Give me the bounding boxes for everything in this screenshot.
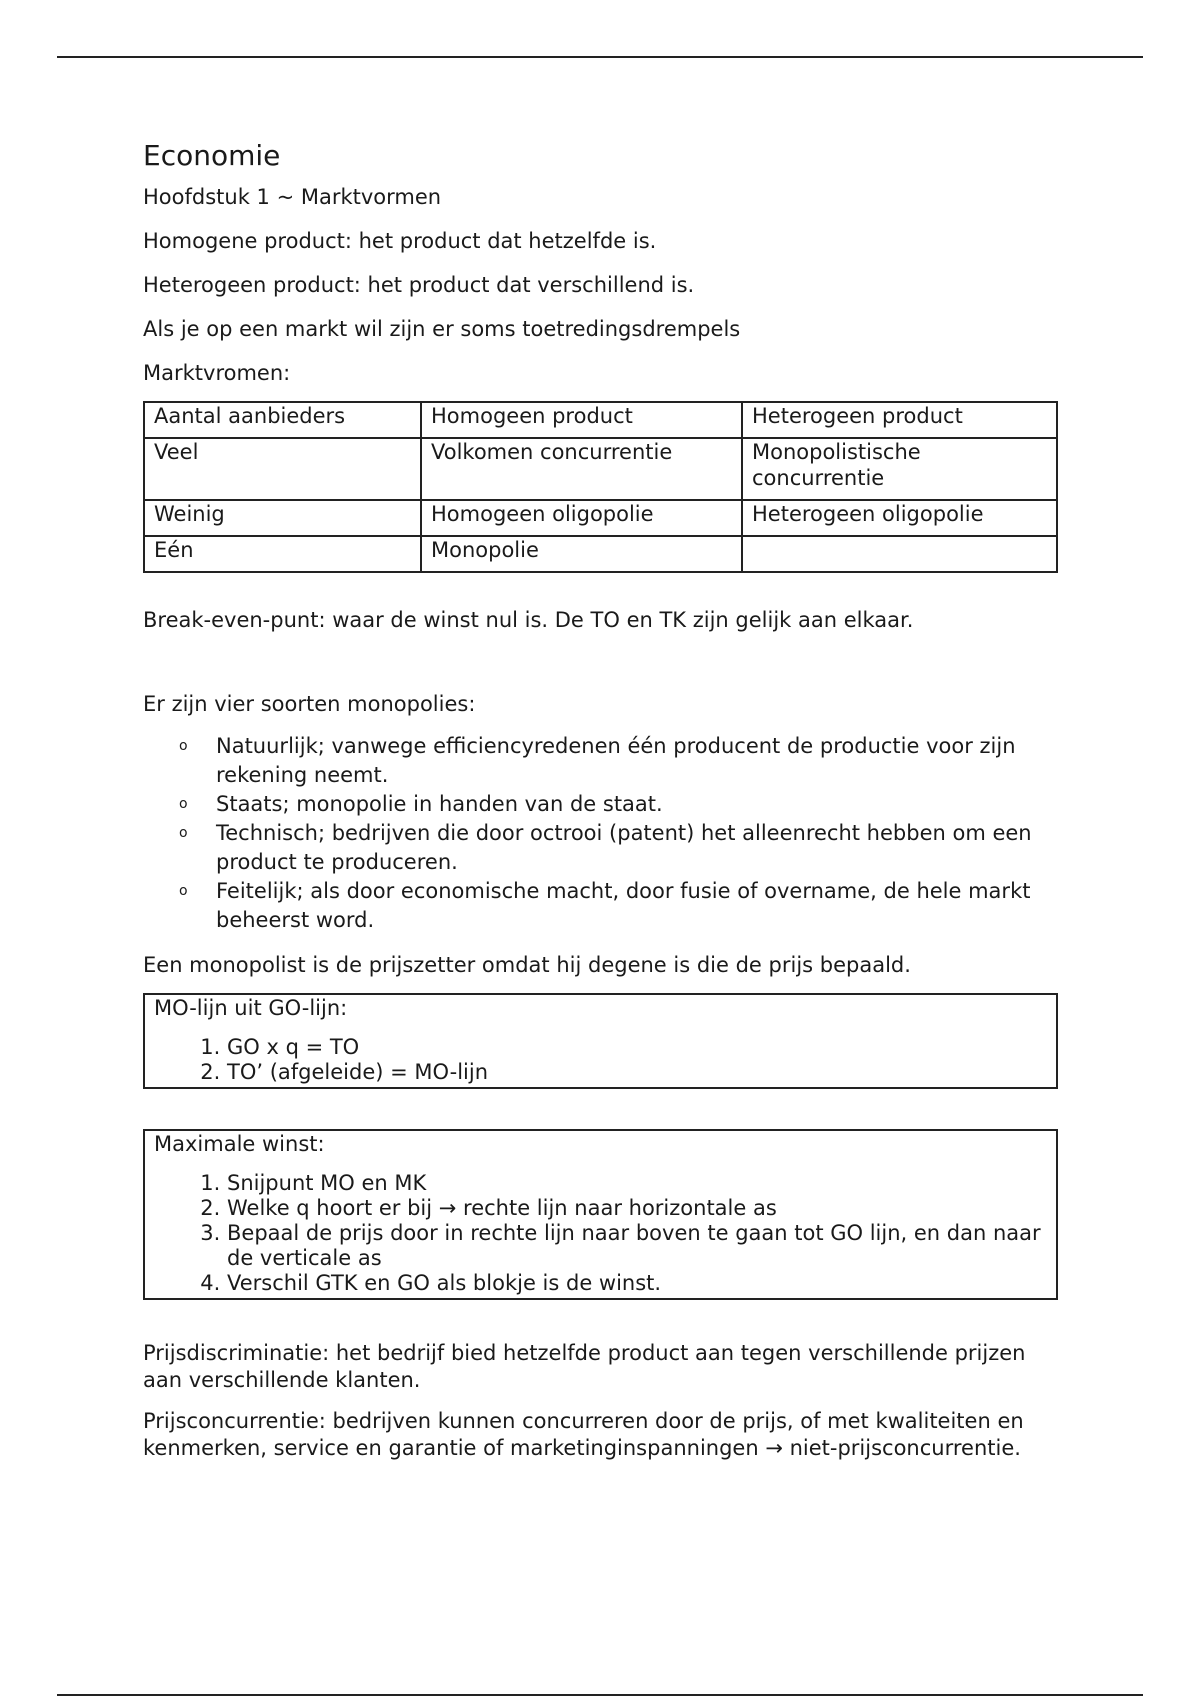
footer-rule <box>57 1694 1143 1696</box>
mo-line-steps <box>154 1035 1047 1085</box>
bullet-circle-icon: o <box>179 738 188 754</box>
table-cell: Weinig <box>144 500 421 536</box>
table-cell: Heterogeen oligopolie <box>742 500 1057 536</box>
table-header-cell: Aantal aanbieders <box>144 402 421 438</box>
list-item: o Staats; monopolie in handen van de staat. <box>216 790 1058 819</box>
table-cell: Monopolie <box>421 536 742 572</box>
header-rule <box>57 56 1143 58</box>
bullet-circle-icon: o <box>179 796 188 812</box>
list-item: o Feitelijk; als door economische macht, door fusie of overname, de hele markt beheerst word. <box>179 879 1031 932</box>
list-item: 2. Welke q hoort er bij → rechte lijn naar horizontale as <box>227 1196 1047 1221</box>
table-row <box>144 536 1057 572</box>
definition-heterogeneous: Heterogeen product: het product dat verschillend is. <box>143 273 695 297</box>
list-item: 4. Verschil GTK en GO als blokje is de winst. <box>227 1271 1047 1296</box>
chapter-heading: Hoofdstuk 1 ~ Marktvormen <box>143 185 442 209</box>
list-item: o Natuurlijk; vanwege efficiencyredenen één producent de productie voor zijn rekening neemt. <box>179 734 1016 787</box>
monopolist-statement: Een monopolist is de prijszetter omdat hij degene is die de prijs bepaald. <box>143 953 911 977</box>
list-item: 2. TO’ (afgeleide) = MO-lijn <box>227 1060 1047 1085</box>
table-header-row <box>144 402 1057 438</box>
table-cell: Veel <box>144 438 421 500</box>
table-row <box>144 438 1057 500</box>
monopoly-intro: Er zijn vier soorten monopolies: <box>143 692 476 716</box>
entry-barriers-note: Als je op een markt wil zijn er soms toetredingsdrempels <box>143 317 741 341</box>
table-header-cell: Heterogeen product <box>742 402 1057 438</box>
table-header-cell: Homogeen product <box>421 402 742 438</box>
market-forms-label: Marktvromen: <box>143 361 291 385</box>
mo-line-box <box>143 993 1058 1089</box>
monopoly-types-list <box>143 732 1058 935</box>
list-item: 1. GO x q = TO <box>227 1035 1047 1060</box>
price-competition-definition: Prijsconcurrentie: bedrijven kunnen concurreren door de prijs, of met kwaliteiten en kenmerken, service en garantie of marketinginspanningen → niet-prijsconcurrentie. <box>143 1409 1024 1460</box>
max-profit-box-title: Maximale winst: <box>154 1132 325 1156</box>
mo-line-box-title: MO-lijn uit GO-lijn: <box>154 996 348 1020</box>
list-item: o Technisch; bedrijven die door octrooi (patent) het alleenrecht hebben om een product te produceren. <box>179 821 1032 874</box>
table-cell: Eén <box>144 536 421 572</box>
bullet-circle-icon: o <box>179 825 188 841</box>
list-item: 1. Snijpunt MO en MK <box>227 1171 1047 1196</box>
max-profit-steps <box>154 1171 1047 1296</box>
break-even-definition: Break-even-punt: waar de winst nul is. De TO en TK zijn gelijk aan elkaar. <box>143 608 914 632</box>
document-body <box>143 138 1058 1476</box>
table-cell: Monopolistische concurrentie <box>742 438 1057 500</box>
table-row <box>144 500 1057 536</box>
list-item: 3. Bepaal de prijs door in rechte lijn naar boven te gaan tot GO lijn, en dan naar de verticale as <box>227 1221 1047 1271</box>
bullet-circle-icon: o <box>179 883 188 899</box>
table-cell: Homogeen oligopolie <box>421 500 742 536</box>
price-discrimination-definition: Prijsdiscriminatie: het bedrijf bied hetzelfde product aan tegen verschillende prijzen aan verschillende klanten. <box>143 1341 1026 1392</box>
market-forms-table <box>143 401 1058 573</box>
table-cell <box>742 536 1057 572</box>
document-title: Economie <box>143 139 281 172</box>
max-profit-box <box>143 1129 1058 1300</box>
definition-homogeneous: Homogene product: het product dat hetzelfde is. <box>143 229 657 253</box>
table-cell: Volkomen concurrentie <box>421 438 742 500</box>
